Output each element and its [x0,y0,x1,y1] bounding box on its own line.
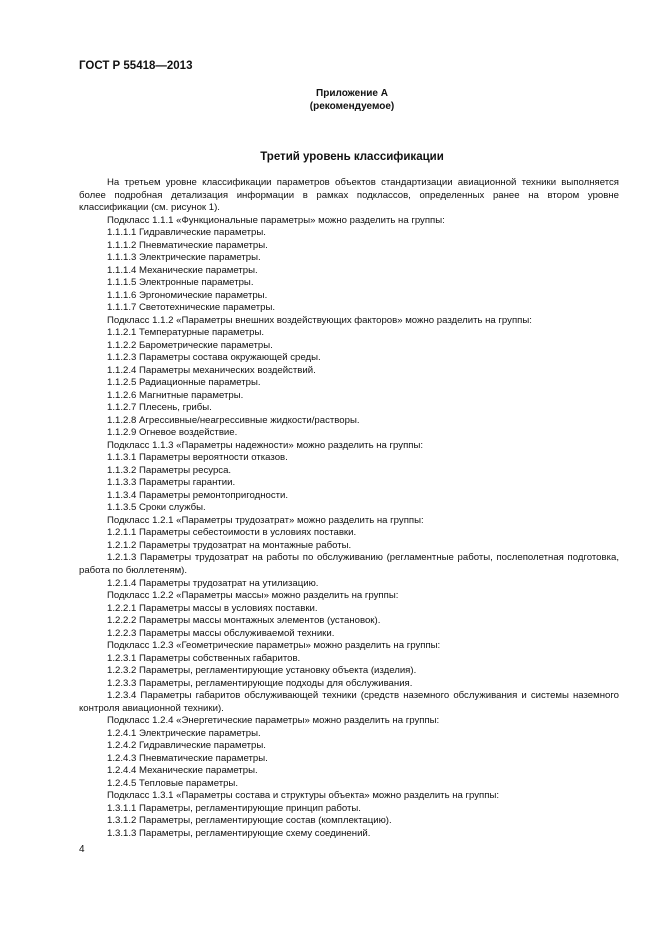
paragraph: 1.1.2.1 Температурные параметры. [107,327,265,339]
paragraph: 1.1.1.3 Электрические параметры. [107,252,261,264]
appendix-subtitle: (рекомендуемое) [309,101,395,112]
paragraph: 1.2.2.3 Параметры массы обслуживаемой техники. [107,627,335,639]
paragraph: Подкласс 1.1.3 «Параметры надежности» можно разделить на группы: [107,439,424,451]
paragraph: 1.1.2.7 Плесень, грибы. [107,402,212,414]
paragraph: 1.2.1.3 Параметры трудозатрат на работы по обслуживанию (регламентные работы, послеполетная подготовка, работа по бюллетеням). [79,552,619,576]
paragraph: 1.1.2.9 Огневое воздействие. [107,427,238,439]
paragraph: 1.2.4.2 Гидравлические параметры. [107,740,266,752]
paragraph: 1.1.3.2 Параметры ресурса. [107,464,232,476]
paragraph: 1.1.1.7 Светотехнические параметры. [107,302,276,314]
paragraph: 1.2.3.4 Параметры габаритов обслуживающей техники (средств наземного обслуживания и системы наземного контроля авиационной техники). [79,690,619,714]
paragraph: 1.1.2.3 Параметры состава окружающей среды. [107,352,321,364]
paragraph: 1.2.3.3 Параметры, регламентирующие подходы для обслуживания. [107,677,413,689]
paragraph: 1.1.3.1 Параметры вероятности отказов. [107,452,288,464]
paragraph: 1.1.3.5 Сроки службы. [107,502,206,514]
paragraph: На третьем уровне классификации параметров объектов стандартизации авиационной техники выполняется более подробная детализация информации в рамках подклассов, определенных ранее на втором уровне классификации (см. рисунок 1). [79,177,619,214]
paragraph: 1.1.1.2 Пневматические параметры. [107,239,268,251]
paragraph: Подкласс 1.2.1 «Параметры трудозатрат» можно разделить на группы: [107,514,424,526]
paragraph: 1.1.2.8 Агрессивные/неагрессивные жидкости/растворы. [107,414,360,426]
appendix-title: Приложение А [316,88,388,99]
paragraph: 1.1.2.6 Магнитные параметры. [107,389,244,401]
paragraph: 1.2.1.2 Параметры трудозатрат на монтажные работы. [107,539,352,551]
paragraph: 1.1.3.4 Параметры ремонтопригодности. [107,489,289,501]
paragraph: Подкласс 1.3.1 «Параметры состава и структуры объекта» можно разделить на группы: [107,790,500,802]
paragraph: 1.2.4.5 Тепловые параметры. [107,777,238,789]
paragraph: 1.2.4.1 Электрические параметры. [107,727,261,739]
paragraph: 1.1.2.5 Радиационные параметры. [107,377,261,389]
paragraph: Подкласс 1.1.1 «Функциональные параметры» можно разделить на группы: [107,214,445,226]
paragraph: 1.1.1.4 Механические параметры. [107,264,258,276]
paragraph: Подкласс 1.1.2 «Параметры внешних воздействующих факторов» можно разделить на группы: [107,314,532,326]
paragraph: 1.2.2.1 Параметры массы в условиях поставки. [107,602,318,614]
paragraph: 1.3.1.1 Параметры, регламентирующие принцип работы. [107,802,361,814]
paragraph: Подкласс 1.2.4 «Энергетические параметры» можно разделить на группы: [107,715,440,727]
paragraph: 1.1.1.1 Гидравлические параметры. [107,227,266,239]
paragraph: 1.2.2.2 Параметры массы монтажных элементов (установок). [107,615,381,627]
paragraph: 1.2.3.2 Параметры, регламентирующие установку объекта (изделия). [107,665,417,677]
page-number: 4 [79,844,85,855]
document-header: ГОСТ Р 55418—2013 [79,60,193,72]
section-title: Третий уровень классификации [260,151,444,163]
paragraph: 1.2.3.1 Параметры собственных габаритов. [107,652,301,664]
paragraph: Подкласс 1.2.3 «Геометрические параметры» можно разделить на группы: [107,640,441,652]
paragraph: Подкласс 1.2.2 «Параметры массы» можно разделить на группы: [107,590,399,602]
paragraph: 1.2.4.3 Пневматические параметры. [107,752,268,764]
paragraph: 1.1.2.2 Барометрические параметры. [107,339,273,351]
paragraph: 1.1.1.6 Эргономические параметры. [107,289,268,301]
paragraph: 1.3.1.3 Параметры, регламентирующие схему соединений. [107,827,371,839]
paragraph: 1.1.3.3 Параметры гарантии. [107,477,236,489]
document-body [79,177,619,840]
paragraph: 1.1.1.5 Электронные параметры. [107,277,254,289]
paragraph: 1.3.1.2 Параметры, регламентирующие состав (комплектацию). [107,815,392,827]
paragraph: 1.2.4.4 Механические параметры. [107,765,258,777]
paragraph: 1.2.1.1 Параметры себестоимости в условиях поставки. [107,527,357,539]
paragraph: 1.2.1.4 Параметры трудозатрат на утилизацию. [107,577,319,589]
paragraph: 1.1.2.4 Параметры механических воздействий. [107,364,316,376]
